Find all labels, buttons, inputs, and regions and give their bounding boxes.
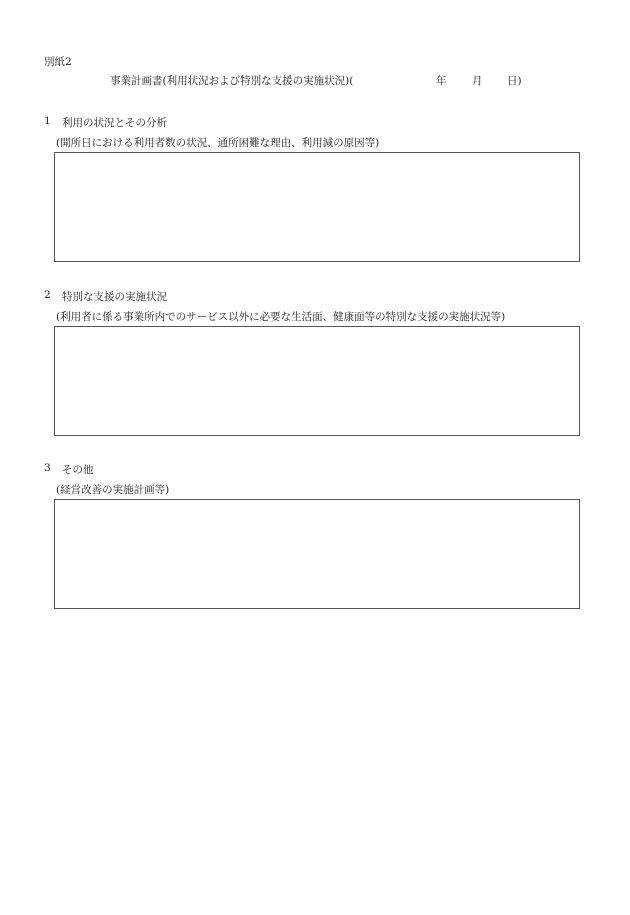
section-3-note: (経営改善の実施計画等): [56, 484, 170, 496]
section-2-note: (利用者に係る事業所内でのサービス以外に必要な生活面、健康面等の特別な支援の実施状況等): [56, 311, 506, 323]
section-1-heading: 利用の状況とその分析: [62, 117, 167, 129]
section-2-entry-box[interactable]: [54, 326, 580, 436]
section-1-entry-box[interactable]: [54, 152, 580, 262]
section-2-heading: 特別な支援の実施状況: [62, 291, 167, 303]
attachment-label: 別紙2: [44, 56, 72, 68]
section-3-heading: その他: [62, 464, 94, 476]
section-3-number: 3: [44, 462, 51, 474]
date-day-label: 日): [507, 75, 522, 87]
date-year-label: 年: [436, 75, 447, 87]
section-2-number: 2: [44, 289, 51, 301]
document-title: 事業計画書(利用状況および特別な支援の実施状況)(: [110, 75, 354, 87]
date-month-label: 月: [472, 75, 483, 87]
section-1-note: (開所日における利用者数の状況、通所困難な理由、利用減の原因等): [56, 137, 380, 149]
section-3-entry-box[interactable]: [54, 499, 580, 609]
section-1-number: 1: [44, 115, 51, 127]
